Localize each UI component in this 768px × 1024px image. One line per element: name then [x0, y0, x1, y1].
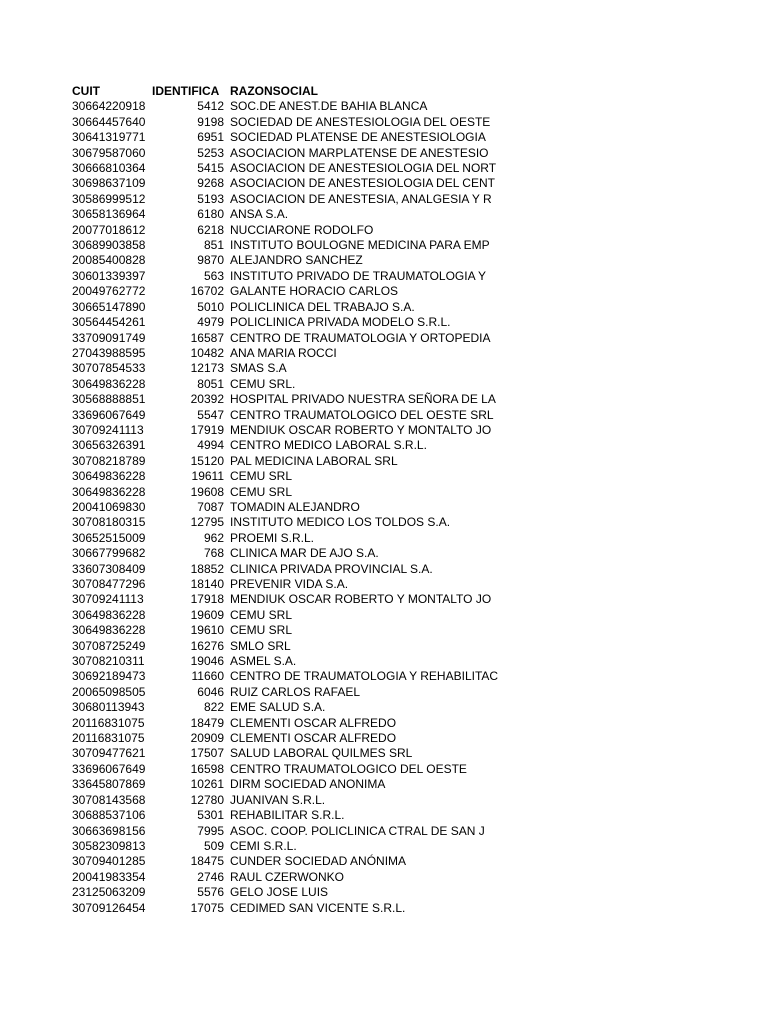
cell-razonsocial: POLICLINICA PRIVADA MODELO S.R.L.: [230, 315, 451, 330]
cell-identifica: 509: [203, 838, 224, 853]
table-row: [72, 115, 516, 130]
table-row: [72, 623, 516, 638]
cell-cuit: 30663698156: [72, 823, 146, 838]
cell-cuit: 30709241113: [72, 422, 144, 437]
cell-identifica: 20392: [190, 392, 224, 407]
table-row: [72, 238, 516, 253]
cell-identifica: 5010: [197, 299, 224, 314]
cell-cuit: 33645807869: [72, 777, 146, 792]
table-row: [72, 592, 516, 607]
table-row: [72, 639, 516, 654]
cell-razonsocial: CLEMENTI OSCAR ALFREDO: [230, 715, 397, 730]
table-row: [72, 207, 516, 222]
cell-razonsocial: INSTITUTO MEDICO LOS TOLDOS S.A.: [230, 515, 451, 530]
cell-identifica: 17918: [190, 592, 224, 607]
cell-cuit: 30649836228: [72, 484, 146, 499]
cell-cuit: 30688537106: [72, 808, 146, 823]
cell-identifica: 822: [203, 700, 224, 715]
cell-razonsocial: CENTRO TRAUMATOLOGICO DEL OESTE: [230, 761, 467, 776]
table-row: [72, 824, 516, 839]
cell-razonsocial: SALUD LABORAL QUILMES SRL: [230, 746, 413, 761]
header-cuit: CUIT: [72, 84, 100, 98]
table-row: [72, 577, 516, 592]
table-row: [72, 361, 516, 376]
cell-razonsocial: REHABILITAR S.R.L.: [230, 808, 345, 823]
cell-identifica: 563: [203, 268, 224, 283]
table-row: [72, 793, 516, 808]
cell-identifica: 7995: [197, 823, 224, 838]
cell-cuit: 30564454261: [72, 315, 146, 330]
cell-cuit: 30708477296: [72, 577, 146, 591]
cell-cuit: 30649836228: [72, 607, 146, 622]
cell-identifica: 19046: [190, 654, 224, 669]
cell-razonsocial: ASOCIACION MARPLATENSE DE ANESTESIO: [230, 145, 489, 160]
table-body: [72, 99, 516, 916]
cell-identifica: 16276: [190, 638, 224, 653]
cell-razonsocial: CENTRO DE TRAUMATOLOGIA Y REHABILITAC: [230, 669, 499, 684]
cell-cuit: 30652515009: [72, 530, 146, 545]
cell-cuit: 20065098505: [72, 684, 146, 699]
table-row: [72, 377, 516, 392]
cell-razonsocial: CEMU SRL.: [230, 376, 296, 391]
cell-identifica: 19611: [191, 469, 224, 484]
cell-razonsocial: CEMU SRL: [230, 607, 293, 622]
table-row: [72, 469, 516, 484]
table-row: [72, 777, 516, 792]
cell-identifica: 18479: [190, 715, 224, 730]
cell-identifica: 962: [203, 530, 224, 545]
table-row: [72, 808, 516, 823]
cell-razonsocial: PROEMI S.R.L.: [230, 530, 315, 545]
cell-razonsocial: POLICLINICA DEL TRABAJO S.A.: [230, 299, 415, 314]
cell-cuit: 30708725249: [72, 638, 146, 653]
table-row: [72, 854, 516, 869]
cell-razonsocial: NUCCIARONE RODOLFO: [230, 222, 374, 237]
cell-cuit: 30601339397: [72, 268, 146, 283]
cell-cuit: 30667799682: [72, 546, 146, 561]
cell-razonsocial: CENTRO TRAUMATOLOGICO DEL OESTE SRL: [230, 407, 494, 422]
table-row: [72, 700, 516, 715]
table-row: [72, 731, 516, 746]
cell-cuit: 30692189473: [72, 669, 146, 684]
table-row: [72, 654, 516, 669]
cell-razonsocial: ALEJANDRO SANCHEZ: [230, 253, 363, 268]
cell-identifica: 768: [203, 546, 224, 561]
table-row: [72, 99, 516, 114]
cell-cuit: 30568888851: [72, 392, 146, 407]
table-row: [72, 223, 516, 238]
cell-cuit: 20085400828: [72, 253, 146, 268]
cell-cuit: 30649836228: [72, 623, 146, 638]
table-row: [72, 716, 516, 731]
cell-cuit: 30709401285: [72, 854, 146, 869]
cell-razonsocial: GALANTE HORACIO CARLOS: [230, 284, 399, 299]
table-row: [72, 901, 516, 916]
cell-cuit: 30698637109: [72, 176, 146, 191]
cell-identifica: 5193: [197, 191, 224, 206]
table-row: [72, 408, 516, 423]
cell-identifica: 4979: [197, 315, 224, 330]
table-row: [72, 546, 516, 561]
cell-razonsocial: SOC.DE ANEST.DE BAHIA BLANCA: [230, 99, 428, 114]
cell-identifica: 5412: [197, 99, 224, 114]
cell-cuit: 30666810364: [72, 161, 146, 176]
header-identifica: IDENTIFICA: [152, 84, 220, 98]
cell-razonsocial: CEMU SRL: [230, 484, 293, 499]
cell-razonsocial: PAL MEDICINA LABORAL SRL: [230, 453, 398, 468]
cell-identifica: 15120: [190, 453, 224, 468]
spreadsheet-table: [72, 84, 516, 916]
cell-cuit: 30708143568: [72, 792, 146, 807]
cell-razonsocial: CENTRO MEDICO LABORAL S.R.L.: [230, 438, 427, 453]
cell-identifica: 6046: [197, 684, 224, 699]
cell-identifica: 851: [203, 238, 224, 253]
cell-identifica: 4994: [197, 438, 224, 453]
cell-razonsocial: CEMI S.R.L.: [230, 838, 297, 853]
cell-cuit: 20077018612: [72, 222, 146, 237]
table-row: [72, 346, 516, 361]
cell-identifica: 16587: [190, 330, 224, 345]
cell-razonsocial: JUANIVAN S.R.L.: [230, 792, 326, 807]
cell-cuit: 30708210311: [72, 654, 145, 669]
cell-cuit: 30708180315: [72, 515, 146, 530]
cell-razonsocial: CENTRO DE TRAUMATOLOGIA Y ORTOPEDIA: [230, 330, 491, 345]
cell-razonsocial: CLEMENTI OSCAR ALFREDO: [230, 731, 397, 746]
cell-razonsocial: INSTITUTO PRIVADO DE TRAUMATOLOGIA Y: [230, 268, 487, 283]
table-row: [72, 438, 516, 453]
cell-cuit: 30665147890: [72, 299, 146, 314]
table-row: [72, 130, 516, 145]
cell-cuit: 30664457640: [72, 114, 146, 129]
header-row: [72, 84, 516, 99]
cell-identifica: 5253: [197, 145, 224, 160]
cell-cuit: 23125063209: [72, 885, 146, 900]
table-row: [72, 253, 516, 268]
cell-cuit: 30709241113: [72, 592, 144, 607]
cell-identifica: 17507: [190, 746, 224, 761]
cell-razonsocial: CEMU SRL: [230, 469, 293, 484]
table-row: [72, 870, 516, 885]
cell-razonsocial: ASOCIACION DE ANESTESIOLOGIA DEL CENT: [230, 176, 495, 191]
table-row: [72, 515, 516, 530]
cell-cuit: 30656326391: [72, 438, 146, 453]
cell-razonsocial: ASMEL S.A.: [230, 654, 297, 669]
table-row: [72, 392, 516, 407]
cell-identifica: 9268: [197, 176, 224, 191]
cell-cuit: 33607308409: [72, 561, 146, 576]
cell-identifica: 5301: [197, 808, 224, 823]
cell-identifica: 16702: [190, 284, 224, 299]
cell-cuit: 20041983354: [72, 869, 146, 884]
cell-razonsocial: CEDIMED SAN VICENTE S.R.L.: [230, 900, 406, 915]
cell-identifica: 6218: [197, 222, 224, 237]
cell-cuit: 27043988595: [72, 345, 146, 360]
cell-identifica: 6180: [197, 207, 224, 222]
table-row: [72, 176, 516, 191]
cell-cuit: 20116831075: [72, 731, 145, 746]
cell-identifica: 18140: [190, 577, 224, 591]
table-row: [72, 485, 516, 500]
cell-razonsocial: ANA MARIA ROCCI: [230, 345, 337, 360]
cell-identifica: 17919: [190, 422, 224, 437]
cell-cuit: 30680113943: [72, 700, 145, 715]
cell-razonsocial: ANSA S.A.: [230, 207, 289, 222]
cell-razonsocial: CUNDER SOCIEDAD ANÓNIMA: [230, 854, 407, 869]
cell-razonsocial: GELO JOSE LUIS: [230, 885, 329, 900]
cell-razonsocial: RUIZ CARLOS RAFAEL: [230, 684, 361, 699]
table-row: [72, 284, 516, 299]
cell-razonsocial: TOMADIN ALEJANDRO: [230, 499, 360, 514]
cell-razonsocial: SMAS S.A: [230, 361, 287, 376]
table-row: [72, 423, 516, 438]
cell-cuit: 20049762772: [72, 284, 146, 299]
cell-razonsocial: ASOC. COOP. POLICLINICA CTRAL DE SAN J: [230, 823, 485, 838]
cell-razonsocial: SOCIEDAD DE ANESTESIOLOGIA DEL OESTE: [230, 114, 491, 129]
cell-cuit: 33709091749: [72, 330, 146, 345]
cell-cuit: 30679587060: [72, 145, 146, 160]
cell-identifica: 10482: [190, 345, 224, 360]
cell-cuit: 30649836228: [72, 469, 146, 484]
cell-identifica: 9870: [197, 253, 224, 268]
table-row: [72, 500, 516, 515]
cell-identifica: 5547: [197, 407, 224, 422]
cell-cuit: 20116831075: [72, 715, 145, 730]
cell-razonsocial: CEMU SRL: [230, 623, 293, 638]
cell-razonsocial: ASOCIACION DE ANESTESIA, ANALGESIA Y R: [230, 191, 492, 206]
cell-identifica: 7087: [197, 499, 224, 514]
cell-cuit: 30582309813: [72, 838, 146, 853]
table-row: [72, 762, 516, 777]
cell-razonsocial: MENDIUK OSCAR ROBERTO Y MONTALTO JO: [230, 422, 492, 437]
cell-cuit: 30689903858: [72, 238, 146, 253]
table-row: [72, 331, 516, 346]
table-row: [72, 315, 516, 330]
cell-cuit: 30709477621: [72, 746, 146, 761]
cell-identifica: 18475: [190, 854, 224, 869]
cell-identifica: 12780: [190, 792, 224, 807]
cell-cuit: 30664220918: [72, 99, 146, 114]
table-row: [72, 669, 516, 684]
cell-identifica: 17075: [190, 900, 224, 915]
cell-identifica: 20909: [190, 731, 224, 746]
cell-cuit: 30708218789: [72, 453, 146, 468]
cell-identifica: 11660: [191, 669, 224, 684]
cell-cuit: 30707854533: [72, 361, 146, 376]
cell-identifica: 2746: [197, 869, 224, 884]
cell-razonsocial: DIRM SOCIEDAD ANONIMA: [230, 777, 386, 792]
cell-razonsocial: ASOCIACION DE ANESTESIOLOGIA DEL NORT: [230, 161, 497, 176]
cell-razonsocial: HOSPITAL PRIVADO NUESTRA SEÑORA DE LA: [230, 392, 496, 407]
cell-razonsocial: SOCIEDAD PLATENSE DE ANESTESIOLOGIA: [230, 130, 486, 145]
table-row: [72, 192, 516, 207]
cell-razonsocial: MENDIUK OSCAR ROBERTO Y MONTALTO JO: [230, 592, 492, 607]
cell-cuit: 33696067649: [72, 407, 146, 422]
table-row: [72, 454, 516, 469]
cell-identifica: 19608: [190, 484, 224, 499]
table-row: [72, 839, 516, 854]
cell-cuit: 30586999512: [72, 191, 146, 206]
cell-identifica: 10261: [190, 777, 224, 792]
table-row: [72, 300, 516, 315]
cell-razonsocial: EME SALUD S.A.: [230, 700, 326, 715]
table-row: [72, 885, 516, 900]
cell-razonsocial: CLINICA PRIVADA PROVINCIAL S.A.: [230, 561, 433, 576]
table-row: [72, 161, 516, 176]
cell-identifica: 19609: [190, 607, 224, 622]
cell-identifica: 19610: [190, 623, 224, 638]
cell-cuit: 33696067649: [72, 761, 146, 776]
cell-identifica: 5576: [197, 885, 224, 900]
cell-identifica: 9198: [197, 114, 224, 129]
cell-razonsocial: RAUL CZERWONKO: [230, 869, 345, 884]
table-row: [72, 269, 516, 284]
cell-identifica: 6951: [197, 130, 224, 145]
cell-identifica: 12173: [190, 361, 224, 376]
cell-razonsocial: PREVENIR VIDA S.A.: [230, 577, 349, 591]
table-row: [72, 146, 516, 161]
header-razonsocial: RAZONSOCIAL: [230, 84, 318, 98]
table-row: [72, 685, 516, 700]
table-row: [72, 608, 516, 623]
table-row: [72, 746, 516, 761]
table-row: [72, 531, 516, 546]
cell-identifica: 16598: [190, 761, 224, 776]
cell-razonsocial: SMLO SRL: [230, 638, 291, 653]
table-row: [72, 562, 516, 577]
cell-identifica: 18852: [190, 561, 224, 576]
cell-razonsocial: INSTITUTO BOULOGNE MEDICINA PARA EMP: [230, 238, 490, 253]
cell-cuit: 20041069830: [72, 499, 146, 514]
cell-cuit: 30658136964: [72, 207, 146, 222]
cell-identifica: 8051: [197, 376, 224, 391]
cell-cuit: 30641319771: [72, 130, 146, 145]
cell-razonsocial: CLINICA MAR DE AJO S.A.: [230, 546, 379, 561]
cell-cuit: 30709126454: [72, 900, 146, 915]
cell-identifica: 12795: [190, 515, 224, 530]
cell-identifica: 5415: [197, 161, 224, 176]
cell-cuit: 30649836228: [72, 376, 146, 391]
